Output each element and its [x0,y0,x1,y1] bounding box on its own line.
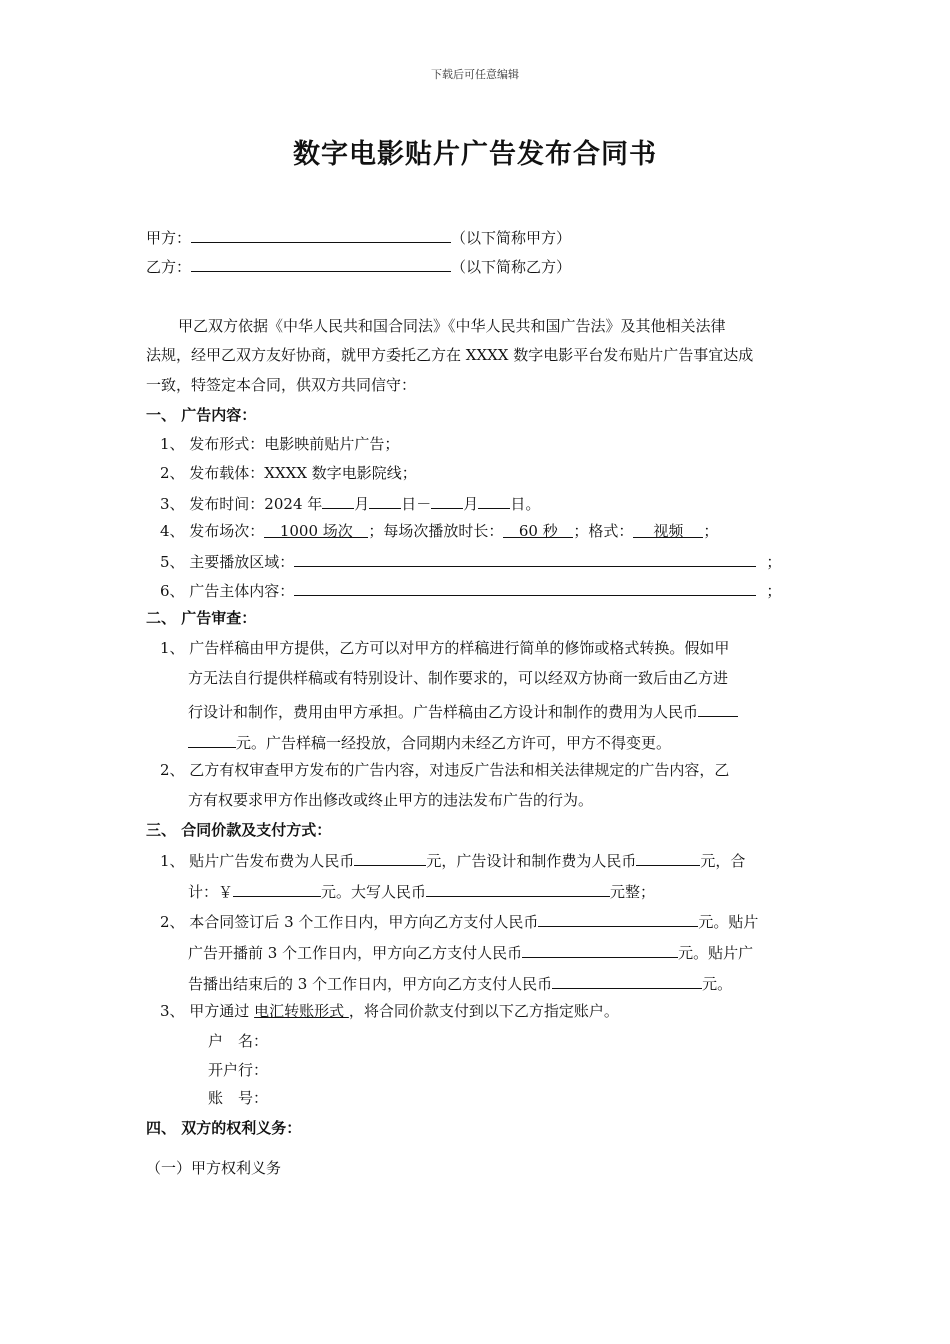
s1-item-1: 1、 发布形式：电影映前贴片广告； [160,435,400,453]
section-1-title: 一、 广告内容： [146,406,257,424]
payment-2-blank [522,941,678,958]
party-b-line [146,255,571,277]
s1-item-3-day2: 日。 [510,495,541,513]
s2-p1-line-4-text: 元。广告样稿一经投放，合同期内未经乙方许可，甲方不得变更。 [236,734,672,752]
intro-line-2: 法规，经甲乙双方友好协商，就甲方委托乙方在 XXXX 数字电影平台发布贴片广告事宜达成 [146,346,754,364]
s2-p1-line-2: 方无法自行提供样稿或有特别设计、制作要求的，可以经双方协商一致后由乙方进 [188,669,729,687]
total-fee-blank [233,880,321,897]
s3-p1-text-c: 元，合 [700,852,746,870]
s3-p1-text-e: 元。大写人民币 [321,883,427,901]
s1-item-4-duration-label: ；每场次播放时长： [368,522,504,540]
s3-p2-text-d: 元。贴片广 [678,944,754,962]
s1-item-2: 2、 发布载体：XXXX 数字电影院线； [160,464,417,482]
s1-item-3-text: 3、 发布时间：2024 年 [160,495,323,513]
party-a-blank [191,226,451,243]
blank-month-end [431,492,463,509]
s3-p2-line-1 [160,910,758,932]
region-blank [294,550,756,567]
s3-p2-text-c: 广告开播前 3 个工作日内，甲方向乙方支付人民币 [188,944,523,962]
blank-day-end [478,492,510,509]
duration-value: 60 秒 [503,521,573,538]
s2-p2-line-2: 方有权要求甲方作出修改或终止甲方的违法发布广告的行为。 [188,791,594,809]
header-note: 下载后可任意编辑 [431,68,519,81]
s3-p2-line-2 [188,941,753,963]
s3-p3-line [160,1001,619,1021]
s1-item-4-format-label: ；格式： [573,522,634,540]
party-b-suffix: （以下简称乙方） [451,258,572,276]
party-b-label: 乙方： [146,258,192,276]
section-2-title: 二、 广告审查： [146,609,257,627]
s1-item-3-month2: 月 [463,495,479,513]
account-bank-label: 开户行： [208,1061,269,1079]
format-value: 视频 [633,521,703,538]
s3-p1-line-2 [188,880,655,902]
s2-p2-line-1: 2、 乙方有权审查甲方发布的广告内容，对违反广告法和相关法律规定的广告内容，乙 [160,761,730,779]
s1-item-5-label: 5、 主要播放区域： [160,553,295,571]
payment-3-blank [552,972,702,989]
party-a-suffix: （以下简称甲方） [451,229,572,247]
design-fee-blank-a [698,700,738,717]
s1-item-6 [160,579,781,601]
account-number-label: 账 号： [208,1089,269,1107]
s1-item-4 [160,521,718,541]
s1-item-6-end: ； [766,582,782,600]
s3-p2-line-3 [188,972,732,994]
total-uppercase-blank [426,880,610,897]
intro-line-1: 甲乙双方依据《中华人民共和国合同法》《中华人民共和国广告法》及其他相关法律 [178,317,726,335]
s2-p1-line-3-text: 行设计和制作，费用由甲方承担。广告样稿由乙方设计和制作的费用为人民币 [188,703,699,721]
s1-item-6-label: 6、 广告主体内容： [160,582,295,600]
s3-p3-text-a: 3、 甲方通过 [160,1002,255,1020]
s1-item-4-label: 4、 发布场次： [160,522,265,540]
s3-p1-text-d: 计：￥ [188,883,234,901]
s2-p1-line-1: 1、 广告样稿由甲方提供，乙方可以对甲方的样稿进行简单的修饰或格式转换。假如甲 [160,639,730,657]
section-3-title: 三、 合同价款及支付方式： [146,821,332,839]
section-4-title: 四、 双方的权利义务： [146,1119,302,1137]
s1-item-4-end: ； [703,522,719,540]
s1-item-5-end: ； [766,553,782,571]
s1-item-3-month: 月 [354,495,370,513]
s2-p1-line-4 [188,731,671,753]
s1-item-3 [160,492,540,514]
s3-p1-text-a: 1、 贴片广告发布费为人民币 [160,852,355,870]
design-fee-blank-b [188,731,236,748]
screenings-value: 1000 场次 [264,521,368,538]
s3-p2-text-e: 告播出结束后的 3 个工作日内，甲方向乙方支付人民币 [188,975,553,993]
s3-p2-text-a: 2、 本合同签订后 3 个工作日内，甲方向乙方支付人民币 [160,913,539,931]
account-name-label: 户 名： [208,1032,269,1050]
intro-line-3: 一致，特签定本合同，供双方共同信守： [146,376,417,394]
s1-item-5 [160,550,781,572]
party-b-blank [191,255,451,272]
s4-subsection-1: （一）甲方权利义务 [146,1159,282,1177]
s3-p2-text-b: 元。贴片 [698,913,759,931]
payment-1-blank [538,910,698,927]
design-fee-blank [636,849,700,866]
blank-day-start [369,492,401,509]
publish-fee-blank [354,849,426,866]
content-blank [294,579,756,596]
party-a-line [146,226,571,248]
s3-p1-text-f: 元整； [610,883,656,901]
blank-month-start [322,492,354,509]
s3-p2-text-f: 元。 [702,975,733,993]
s1-item-3-day: 日－ [401,495,432,513]
s3-p1-line-1 [160,849,745,871]
s3-p1-text-b: 元，广告设计和制作费为人民币 [426,852,637,870]
s2-p1-line-3 [188,700,738,722]
s3-p3-text-b: ，将合同价款支付到以下乙方指定账户。 [348,1002,619,1020]
payment-method-value: 电汇转账形式 [254,1002,349,1020]
document-title: 数字电影贴片广告发布合同书 [293,139,657,170]
party-a-label: 甲方： [146,229,192,247]
